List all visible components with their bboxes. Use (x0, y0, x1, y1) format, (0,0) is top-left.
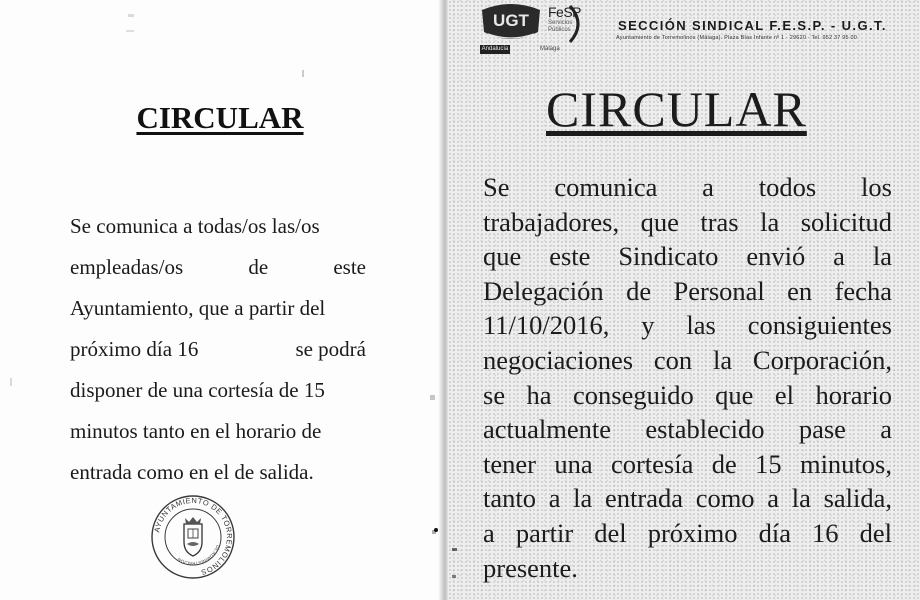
body-word: la (760, 206, 780, 237)
body-word: a (548, 483, 561, 514)
scan-speck (126, 30, 134, 32)
body-line (483, 172, 892, 203)
body-word: trabajadores, (483, 206, 620, 237)
body-line (70, 337, 366, 362)
page-divider (438, 0, 448, 600)
body-line (483, 553, 892, 584)
fesp-sub-label: Servicios Públicos (548, 20, 573, 33)
body-word: actualmente (483, 414, 612, 445)
body-word: las (686, 310, 716, 341)
body-word: consiguientes (747, 310, 892, 341)
body-word: 15 (755, 448, 782, 479)
body-word: conseguido (573, 379, 694, 410)
left-circular-title: CIRCULAR (136, 100, 304, 135)
right-circular-title: CIRCULAR (546, 81, 807, 137)
body-word: Ayuntamiento, que a partir del (70, 296, 326, 320)
body-word: todos (758, 172, 817, 202)
body-word: pase (798, 414, 846, 445)
body-word: minutos tanto en el horario de (70, 419, 322, 443)
binder-mark (452, 548, 457, 551)
body-word: Delegación (483, 275, 604, 306)
body-line (483, 380, 892, 411)
body-word: el (774, 379, 794, 410)
body-line (483, 449, 892, 480)
body-word: empleadas/os (70, 255, 184, 279)
body-word: se (483, 379, 506, 410)
body-word: a (767, 483, 780, 514)
body-word: Se comunica a todas/os las/os (70, 214, 320, 238)
body-word: tener (483, 448, 536, 479)
body-word: de (626, 275, 652, 306)
binder-mark (452, 575, 456, 578)
body-word: de (248, 255, 269, 279)
body-word: del (859, 518, 892, 548)
body-word: establecido (645, 414, 765, 445)
body-line (483, 207, 892, 238)
body-word: próximo día 16 (70, 337, 199, 361)
body-line (70, 214, 366, 239)
left-circular-document (0, 0, 440, 600)
town-hall-seal-icon (150, 494, 236, 580)
body-word: 16 (812, 518, 839, 548)
body-word: del (594, 518, 627, 548)
body-word: comunica (554, 172, 658, 202)
body-word: fecha (834, 275, 892, 306)
scan-speck (302, 70, 304, 77)
union-section-title: SECCIÓN SINDICAL F.E.S.P. - U.G.T. (618, 18, 887, 33)
body-word: a (483, 518, 495, 548)
fesp-arc-icon (566, 4, 586, 44)
body-word: los (861, 172, 892, 202)
body-word: horario (815, 379, 892, 410)
body-word: Personal (673, 275, 765, 306)
body-word: que (715, 379, 754, 410)
body-word: una (554, 448, 593, 479)
body-word: minutos, (799, 448, 892, 479)
fesp-label: FeSP (548, 4, 582, 20)
ugt-logo-icon (480, 2, 542, 44)
body-word: entrada (605, 483, 683, 514)
body-word: Corporación, (752, 345, 892, 375)
body-word: se podrá (295, 337, 366, 361)
body-word: disponer de una cortesía de 15 (70, 378, 325, 402)
body-word: de (711, 448, 737, 479)
body-word: como (695, 483, 755, 514)
body-word: a (833, 241, 845, 272)
seal-inner-text: DE ADMINISTRACIÓN (176, 544, 221, 567)
body-word: a (702, 172, 714, 202)
body-word: negociaciones (483, 345, 634, 375)
body-word: ha (526, 379, 552, 410)
body-word: presente. (483, 552, 578, 583)
seal-ring-text: AYUNTAMIENTO DE TORREMOLINOS (152, 495, 235, 578)
body-word: la (573, 483, 593, 514)
region-sub-label: Málaga (540, 46, 560, 52)
body-word: salida, (823, 483, 892, 514)
region-label: Andalucía (481, 46, 509, 52)
binder-mark (434, 528, 438, 532)
body-word: partir (515, 518, 574, 548)
body-word: tras (700, 206, 739, 237)
body-line (483, 414, 892, 445)
body-word: este (549, 241, 591, 272)
body-word: 11/10/2016, (483, 310, 610, 341)
body-word: a (880, 414, 892, 445)
body-word: día (758, 518, 791, 548)
body-line (483, 241, 892, 272)
body-word: y (641, 310, 655, 341)
body-line (483, 483, 892, 514)
body-word: cortesía (610, 448, 694, 479)
body-word: la (791, 483, 811, 514)
body-word: Se (483, 172, 510, 202)
body-word: con (653, 345, 693, 375)
body-word: próximo (647, 518, 738, 548)
body-line (70, 255, 366, 280)
body-line (70, 378, 366, 403)
body-word: la (712, 345, 733, 375)
body-word: la (872, 241, 892, 272)
body-line (483, 518, 892, 549)
body-word: Sindicato (618, 241, 719, 272)
body-word: este (333, 255, 366, 279)
body-line (483, 310, 892, 341)
body-word: que (483, 241, 522, 272)
union-section-subtitle: Ayuntamiento de Torremolinos (Málaga). Plaza Blas Infante nº 1 · 29620 · Tel. 952 37 95 00 (616, 35, 858, 41)
body-word: en (787, 275, 813, 306)
body-word: tanto (483, 483, 536, 514)
body-word: entrada como en el de salida. (70, 460, 314, 484)
body-line (70, 419, 366, 444)
scan-speck (128, 14, 134, 17)
body-line (70, 296, 366, 321)
scan-speck (10, 378, 12, 386)
body-word: que (640, 206, 679, 237)
scan-speck (430, 395, 435, 400)
body-word: envió (746, 241, 806, 272)
body-line (70, 460, 366, 485)
body-line (483, 345, 892, 376)
body-word: solicitud (800, 206, 892, 237)
body-line (483, 276, 892, 307)
ugt-logo-text: UGT (493, 11, 529, 30)
